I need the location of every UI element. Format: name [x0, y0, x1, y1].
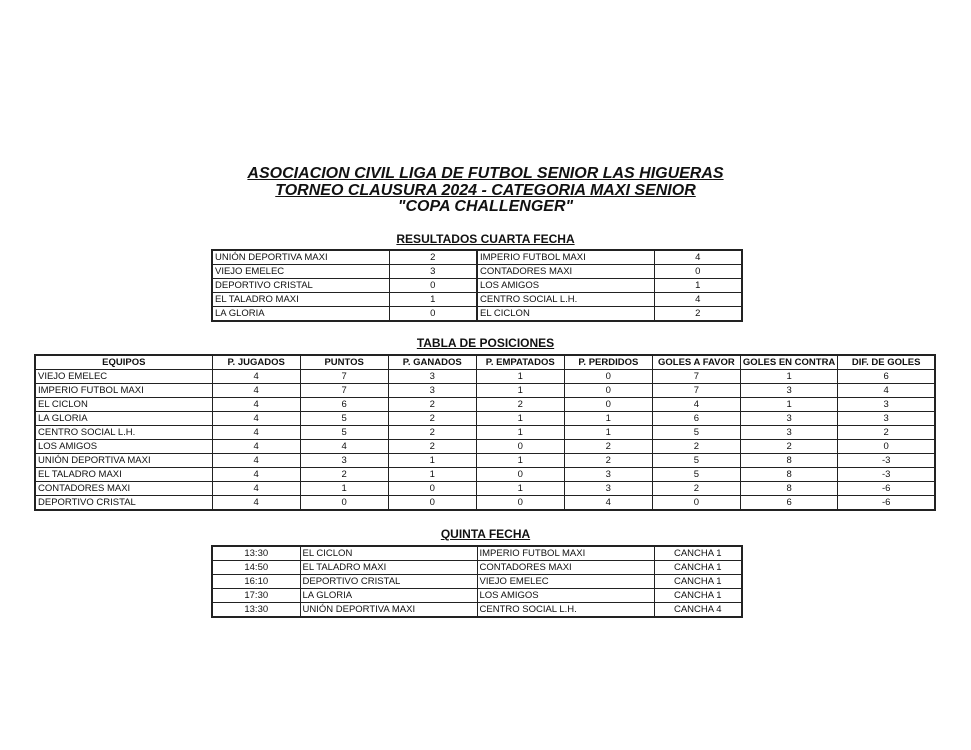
stat-value: 0	[476, 440, 564, 454]
standings-header-row	[35, 355, 935, 370]
stat-value: 1	[740, 398, 837, 412]
standings-row	[35, 426, 935, 440]
standings-row	[35, 482, 935, 496]
fixtures-table	[211, 545, 743, 618]
away-team: IMPERIO FUTBOL MAXI	[477, 250, 654, 265]
team-name: DEPORTIVO CRISTAL	[35, 496, 212, 511]
home-team: LA GLORIA	[212, 307, 389, 322]
stat-value: 2	[476, 398, 564, 412]
stat-value: 5	[300, 426, 388, 440]
stat-value: 2	[740, 440, 837, 454]
team-name: IMPERIO FUTBOL MAXI	[35, 384, 212, 398]
away-team: CENTRO SOCIAL L.H.	[477, 603, 654, 618]
home-goals: 2	[389, 250, 477, 265]
stat-value: 3	[564, 482, 652, 496]
stat-value: -6	[838, 482, 935, 496]
standings-row	[35, 468, 935, 482]
league-title	[0, 166, 971, 182]
team-name: CENTRO SOCIAL L.H.	[35, 426, 212, 440]
stat-value: 8	[740, 454, 837, 468]
fixture-row	[212, 575, 742, 589]
away-goals: 1	[654, 279, 742, 293]
stat-value: 2	[388, 440, 476, 454]
tournament-title-text: TORNEO CLAUSURA 2024 - CATEGORIA MAXI SENIOR	[275, 182, 696, 199]
stat-value: 5	[652, 426, 740, 440]
home-team: EL TALADRO MAXI	[300, 561, 477, 575]
team-name: EL CICLON	[35, 398, 212, 412]
stat-value: 1	[740, 370, 837, 384]
stat-value: 7	[652, 384, 740, 398]
stat-value: 4	[212, 482, 300, 496]
standings-row	[35, 440, 935, 454]
stat-value: 8	[740, 482, 837, 496]
stat-value: 3	[564, 468, 652, 482]
column-header: GOLES A FAVOR	[652, 355, 740, 370]
match-time: 13:30	[212, 603, 300, 618]
stat-value: 4	[300, 440, 388, 454]
stat-value: 3	[740, 384, 837, 398]
column-header: P. JUGADOS	[212, 355, 300, 370]
stat-value: 2	[564, 454, 652, 468]
fixture-row	[212, 561, 742, 575]
result-row	[212, 279, 742, 293]
stat-value: 6	[652, 412, 740, 426]
stat-value: 7	[300, 370, 388, 384]
home-team: DEPORTIVO CRISTAL	[300, 575, 477, 589]
field-name: CANCHA 1	[654, 589, 742, 603]
stat-value: 4	[212, 370, 300, 384]
stat-value: 4	[212, 454, 300, 468]
field-name: CANCHA 1	[654, 546, 742, 561]
tournament-title	[0, 183, 971, 199]
cup-title: "COPA CHALLENGER"	[397, 198, 574, 215]
field-name: CANCHA 4	[654, 603, 742, 618]
stat-value: 0	[300, 496, 388, 511]
match-time: 17:30	[212, 589, 300, 603]
stat-value: 4	[838, 384, 935, 398]
away-goals: 4	[654, 293, 742, 307]
column-header: P. PERDIDOS	[564, 355, 652, 370]
team-name: VIEJO EMELEC	[35, 370, 212, 384]
stat-value: -3	[838, 454, 935, 468]
stat-value: 2	[388, 398, 476, 412]
match-time: 16:10	[212, 575, 300, 589]
team-name: CONTADORES MAXI	[35, 482, 212, 496]
stat-value: 3	[300, 454, 388, 468]
stat-value: 2	[388, 426, 476, 440]
stat-value: 2	[300, 468, 388, 482]
stat-value: 6	[838, 370, 935, 384]
stat-value: 1	[388, 468, 476, 482]
home-team: LA GLORIA	[300, 589, 477, 603]
column-header: P. EMPATADOS	[476, 355, 564, 370]
stat-value: 3	[838, 398, 935, 412]
stat-value: 5	[652, 454, 740, 468]
stat-value: 5	[652, 468, 740, 482]
stat-value: 3	[838, 412, 935, 426]
column-header: DIF. DE GOLES	[838, 355, 935, 370]
stat-value: 1	[476, 426, 564, 440]
stat-value: 4	[212, 468, 300, 482]
away-team: VIEJO EMELEC	[477, 575, 654, 589]
standings-row	[35, 454, 935, 468]
stat-value: 4	[212, 496, 300, 511]
column-header: GOLES EN CONTRA	[740, 355, 837, 370]
home-goals: 3	[389, 265, 477, 279]
home-goals: 1	[389, 293, 477, 307]
fixture-row	[212, 589, 742, 603]
home-team: UNIÓN DEPORTIVA MAXI	[300, 603, 477, 618]
stat-value: 1	[564, 426, 652, 440]
stat-value: 0	[652, 496, 740, 511]
field-name: CANCHA 1	[654, 575, 742, 589]
standings-table	[34, 354, 936, 511]
stat-value: 1	[476, 482, 564, 496]
result-row	[212, 293, 742, 307]
stat-value: 0	[388, 496, 476, 511]
home-goals: 0	[389, 307, 477, 322]
stat-value: 4	[212, 426, 300, 440]
stat-value: 2	[388, 412, 476, 426]
standings-row	[35, 370, 935, 384]
results-table	[211, 249, 743, 322]
standings-title: TABLA DE POSICIONES	[416, 336, 555, 350]
away-goals: 4	[654, 250, 742, 265]
team-name: EL TALADRO MAXI	[35, 468, 212, 482]
away-team: LOS AMIGOS	[477, 589, 654, 603]
away-goals: 2	[654, 307, 742, 322]
stat-value: 3	[388, 370, 476, 384]
league-title-text: ASOCIACION CIVIL LIGA DE FUTBOL SENIOR LAS HIGUERAS	[247, 165, 724, 182]
stat-value: 2	[838, 426, 935, 440]
stat-value: 1	[476, 412, 564, 426]
stat-value: 4	[652, 398, 740, 412]
standings-row	[35, 496, 935, 511]
fixture-row	[212, 546, 742, 561]
stat-value: 1	[476, 384, 564, 398]
stat-value: 4	[212, 440, 300, 454]
stat-value: 4	[212, 398, 300, 412]
home-team: VIEJO EMELEC	[212, 265, 389, 279]
column-header: P. GANADOS	[388, 355, 476, 370]
stat-value: 6	[740, 496, 837, 511]
away-team: EL CICLON	[477, 307, 654, 322]
match-time: 13:30	[212, 546, 300, 561]
team-name: UNIÓN DEPORTIVA MAXI	[35, 454, 212, 468]
match-time: 14:50	[212, 561, 300, 575]
team-name: LOS AMIGOS	[35, 440, 212, 454]
results-title: RESULTADOS CUARTA FECHA	[396, 232, 575, 246]
result-row	[212, 250, 742, 265]
stat-value: 2	[564, 440, 652, 454]
stat-value: 1	[564, 412, 652, 426]
stat-value: 1	[476, 454, 564, 468]
stat-value: 5	[300, 412, 388, 426]
team-name: LA GLORIA	[35, 412, 212, 426]
stat-value: 0	[564, 398, 652, 412]
stat-value: 0	[564, 384, 652, 398]
stat-value: 1	[300, 482, 388, 496]
stat-value: 2	[652, 440, 740, 454]
stat-value: 0	[838, 440, 935, 454]
home-team: EL CICLON	[300, 546, 477, 561]
column-header: PUNTOS	[300, 355, 388, 370]
stat-value: 3	[740, 412, 837, 426]
home-team: DEPORTIVO CRISTAL	[212, 279, 389, 293]
away-team: CENTRO SOCIAL L.H.	[477, 293, 654, 307]
stat-value: 4	[212, 384, 300, 398]
stat-value: 0	[388, 482, 476, 496]
home-goals: 0	[389, 279, 477, 293]
fixtures-title: QUINTA FECHA	[440, 527, 531, 541]
standings-row	[35, 412, 935, 426]
stat-value: 4	[212, 412, 300, 426]
home-team: UNIÓN DEPORTIVA MAXI	[212, 250, 389, 265]
away-team: CONTADORES MAXI	[477, 265, 654, 279]
away-goals: 0	[654, 265, 742, 279]
stat-value: 6	[300, 398, 388, 412]
stat-value: 0	[564, 370, 652, 384]
stat-value: 2	[652, 482, 740, 496]
stat-value: 3	[388, 384, 476, 398]
stat-value: -6	[838, 496, 935, 511]
stat-value: 7	[300, 384, 388, 398]
column-header: EQUIPOS	[35, 355, 212, 370]
away-team: CONTADORES MAXI	[477, 561, 654, 575]
stat-value: 0	[476, 468, 564, 482]
fixture-row	[212, 603, 742, 618]
stat-value: -3	[838, 468, 935, 482]
stat-value: 1	[388, 454, 476, 468]
standings-row	[35, 398, 935, 412]
stat-value: 3	[740, 426, 837, 440]
stat-value: 4	[564, 496, 652, 511]
away-team: LOS AMIGOS	[477, 279, 654, 293]
stat-value: 1	[476, 370, 564, 384]
away-team: IMPERIO FUTBOL MAXI	[477, 546, 654, 561]
stat-value: 8	[740, 468, 837, 482]
result-row	[212, 265, 742, 279]
field-name: CANCHA 1	[654, 561, 742, 575]
stat-value: 0	[476, 496, 564, 511]
standings-row	[35, 384, 935, 398]
result-row	[212, 307, 742, 322]
stat-value: 7	[652, 370, 740, 384]
home-team: EL TALADRO MAXI	[212, 293, 389, 307]
